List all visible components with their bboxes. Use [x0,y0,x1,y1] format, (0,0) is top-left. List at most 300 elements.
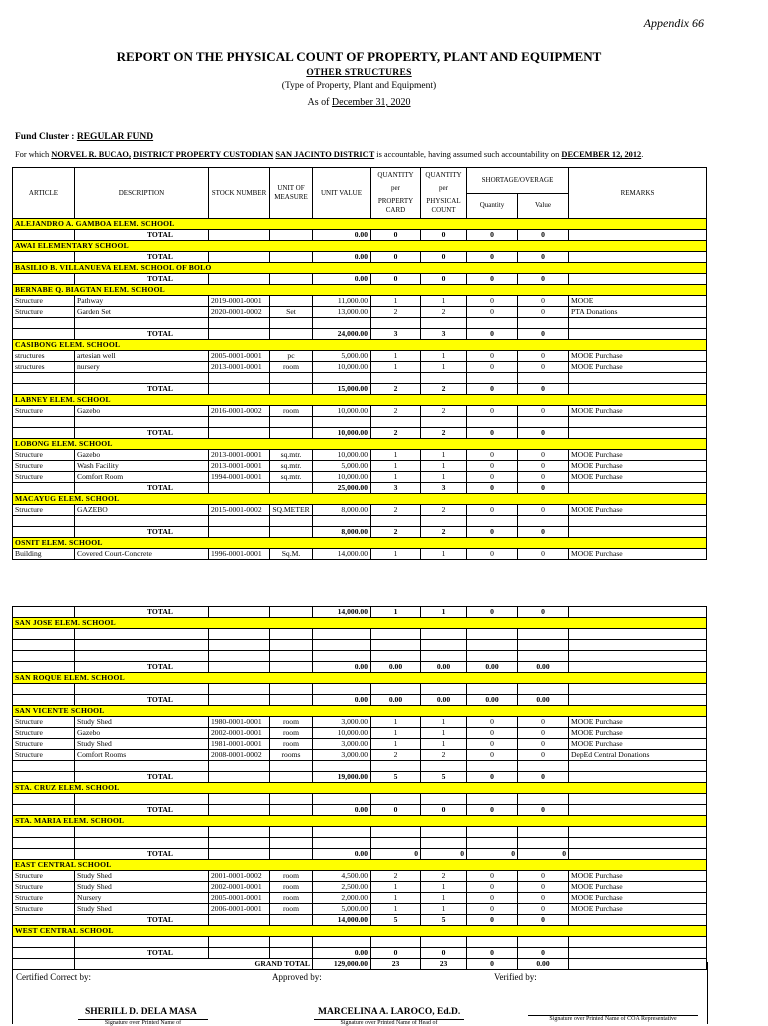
school-name: MACAYUG ELEM. SCHOOL [13,494,707,505]
total-shortage-qty-cell: 0 [467,252,518,263]
remarks-cell: MOOE Purchase [569,472,707,483]
table-row [13,406,707,417]
unit-cell: room [270,717,313,728]
unit-value-cell: 3,000.00 [313,717,371,728]
school-name: BASILIO B. VILLANUEVA ELEM. SCHOOL OF BOLO [13,263,707,274]
total-shortage-value-cell: 0.00 [518,959,569,970]
shortage-value-cell: 0 [518,505,569,516]
accountability-period: . [641,150,644,159]
total-row [13,274,707,285]
total-blank-cell [209,607,270,618]
school-name: OSNIT ELEM. SCHOOL [13,538,707,549]
total-blank-cell [209,849,270,860]
table-row [13,472,707,483]
total-card-cell: 2 [371,428,421,439]
stock-number-cell: 2013-0001-0001 [209,450,270,461]
empty-row [13,516,707,527]
unit-cell: room [270,739,313,750]
total-card-cell: 0.00 [371,695,421,706]
description-cell: Wash Facility [75,461,209,472]
empty-cell [371,651,421,662]
stock-number-cell: 2006-0001-0001 [209,904,270,915]
type-note: (Type of Property, Plant and Equipment) [281,81,437,91]
unit-value-cell: 3,000.00 [313,750,371,761]
total-blank-cell [270,274,313,285]
unit-value-cell: 4,500.00 [313,871,371,882]
total-blank-cell [270,915,313,926]
stock-number-cell: 2015-0001-0002 [209,505,270,516]
empty-cell [467,640,518,651]
qty-count-cell: 1 [421,717,467,728]
unit-value-cell: 2,000.00 [313,893,371,904]
table-row [13,351,707,362]
empty-cell [313,838,371,849]
total-shortage-value-cell: 0 [518,607,569,618]
article-cell: Structure [13,871,75,882]
total-blank-cell [209,915,270,926]
grand-total-label: GRAND TOTAL [75,959,313,970]
qty-card-cell: 1 [371,728,421,739]
total-remarks-cell [569,428,707,439]
total-count-cell: 2 [421,428,467,439]
empty-cell [75,794,209,805]
empty-cell [518,417,569,428]
stock-number-cell: 2013-0001-0001 [209,362,270,373]
custodian-name: NORVEL R. BUCAO, [51,150,132,159]
total-shortage-qty-cell: 0 [467,948,518,959]
certified-label: Certified Correct by: [16,972,91,982]
empty-cell [209,684,270,695]
empty-cell [421,838,467,849]
school-name: EAST CENTRAL SCHOOL [13,860,707,871]
qty-card-cell: 2 [371,406,421,417]
total-card-cell: 0.00 [371,662,421,673]
total-blank-cell [270,230,313,241]
unit-cell: room [270,904,313,915]
empty-cell [13,761,75,772]
total-shortage-value-cell: 0 [518,849,569,860]
total-value-cell: 0.00 [313,805,371,816]
total-remarks-cell [569,805,707,816]
total-count-cell: 2 [421,384,467,395]
description-cell: Study Shed [75,717,209,728]
shortage-value-cell: 0 [518,739,569,750]
total-blank-cell [13,274,75,285]
empty-row [13,318,707,329]
empty-cell [313,761,371,772]
shortage-qty-cell: 0 [467,750,518,761]
empty-cell [569,761,707,772]
remarks-cell: MOOE Purchase [569,739,707,750]
shortage-value-cell: 0 [518,450,569,461]
qty-count-cell: 1 [421,904,467,915]
total-card-cell: 0 [371,805,421,816]
total-value-cell: 15,000.00 [313,384,371,395]
remarks-cell: PTA Donations [569,307,707,318]
table-row [13,296,707,307]
unit-value-cell: 13,000.00 [313,307,371,318]
total-shortage-value-cell: 0 [518,948,569,959]
total-remarks-cell [569,483,707,494]
school-header-row [13,494,707,505]
article-cell: Structure [13,893,75,904]
total-label: TOTAL [75,252,209,263]
shortage-qty-cell: 0 [467,351,518,362]
empty-cell [313,318,371,329]
total-remarks-cell [569,230,707,241]
school-name: SAN JOSE ELEM. SCHOOL [13,618,707,629]
article-cell: structures [13,362,75,373]
unit-cell: pc [270,351,313,362]
empty-cell [313,373,371,384]
school-name: STA. MARIA ELEM. SCHOOL [13,816,707,827]
remarks-cell: MOOE [569,296,707,307]
total-remarks-cell [569,772,707,783]
total-row [13,849,707,860]
unit-value-cell: 5,000.00 [313,904,371,915]
empty-cell [371,761,421,772]
empty-cell [75,640,209,651]
empty-cell [569,640,707,651]
empty-cell [371,684,421,695]
stock-number-cell: 2002-0001-0001 [209,882,270,893]
remarks-cell: MOOE Purchase [569,362,707,373]
empty-cell [467,318,518,329]
empty-cell [209,937,270,948]
total-shortage-qty-cell: 0 [467,428,518,439]
table-row [13,362,707,373]
total-row [13,607,707,618]
total-blank-cell [209,252,270,263]
article-cell: Structure [13,750,75,761]
qty-card-line-2: per [391,184,400,192]
empty-cell [13,651,75,662]
total-shortage-value-cell: 0 [518,527,569,538]
unit-value-cell: 10,000.00 [313,406,371,417]
table-row [13,871,707,882]
total-remarks-cell [569,329,707,340]
total-value-cell: 8,000.00 [313,527,371,538]
total-label: TOTAL [75,230,209,241]
total-row [13,695,707,706]
accountability-line [15,150,643,159]
col-stock-number: STOCK NUMBER [209,168,270,219]
total-shortage-value-cell: 0 [518,329,569,340]
total-value-cell: 14,000.00 [313,915,371,926]
qty-card-cell: 1 [371,450,421,461]
empty-cell [13,516,75,527]
col-unit-of-measure: UNIT OF MEASURE [270,168,313,219]
unit-cell: Set [270,307,313,318]
school-name: STA. CRUZ ELEM. SCHOOL [13,783,707,794]
stock-number-cell: 2005-0001-0001 [209,893,270,904]
shortage-qty-cell: 0 [467,472,518,483]
empty-cell [313,640,371,651]
shortage-value-cell: 0 [518,882,569,893]
shortage-qty-cell: 0 [467,505,518,516]
unit-value-cell: 3,000.00 [313,739,371,750]
total-blank-cell [270,428,313,439]
shortage-qty-cell: 0 [467,728,518,739]
fund-label: Fund Cluster : [15,132,75,142]
remarks-cell: MOOE Purchase [569,505,707,516]
remarks-cell: MOOE Purchase [569,450,707,461]
total-value-cell: 0.00 [313,948,371,959]
unit-value-cell: 5,000.00 [313,461,371,472]
total-remarks-cell [569,915,707,926]
empty-cell [75,684,209,695]
shortage-value-cell: 0 [518,351,569,362]
total-label: TOTAL [75,527,209,538]
total-value-cell: 0.00 [313,274,371,285]
remarks-cell: MOOE Purchase [569,904,707,915]
unit-value-cell: 10,000.00 [313,450,371,461]
total-row [13,252,707,263]
total-row [13,329,707,340]
empty-cell [518,761,569,772]
total-blank-cell [270,849,313,860]
total-shortage-qty-cell: 0 [467,329,518,340]
total-value-cell: 0.00 [313,230,371,241]
total-remarks-cell [569,849,707,860]
empty-cell [209,794,270,805]
total-value-cell: 0.00 [313,695,371,706]
empty-row [13,417,707,428]
empty-cell [518,838,569,849]
empty-cell [209,629,270,640]
total-remarks-cell [569,948,707,959]
empty-row [13,629,707,640]
empty-cell [518,640,569,651]
empty-cell [313,937,371,948]
qty-count-cell: 1 [421,472,467,483]
col-qty-physical-count [421,168,467,219]
total-value-cell: 24,000.00 [313,329,371,340]
ppe-table-part-2 [12,606,707,970]
qty-count-cell: 1 [421,728,467,739]
total-value-cell: 25,000.00 [313,483,371,494]
school-header-row [13,783,707,794]
empty-cell [75,373,209,384]
total-label: TOTAL [75,695,209,706]
total-blank-cell [209,662,270,673]
total-value-cell: 0.00 [313,252,371,263]
total-shortage-value-cell: 0 [518,384,569,395]
empty-cell [75,629,209,640]
empty-cell [313,516,371,527]
school-header-row [13,395,707,406]
unit-cell: rooms [270,750,313,761]
total-blank-cell [209,948,270,959]
shortage-value-cell: 0 [518,461,569,472]
empty-cell [75,937,209,948]
empty-cell [421,651,467,662]
col-shortage-value: Value [518,193,569,219]
remarks-cell: MOOE Purchase [569,549,707,560]
empty-row [13,794,707,805]
total-shortage-value-cell: 0.00 [518,662,569,673]
description-cell: Comfort Rooms [75,750,209,761]
total-blank-cell [13,527,75,538]
description-cell: Study Shed [75,882,209,893]
total-blank-cell [209,428,270,439]
total-blank-cell [209,805,270,816]
total-row [13,772,707,783]
total-remarks-cell [569,384,707,395]
shortage-qty-cell: 0 [467,893,518,904]
empty-row [13,761,707,772]
total-shortage-qty-cell: 0 [467,384,518,395]
total-blank-cell [13,805,75,816]
total-blank-cell [13,428,75,439]
empty-cell [569,827,707,838]
verified-label: Verified by: [494,972,537,982]
total-blank-cell [13,662,75,673]
total-shortage-value-cell: 0 [518,274,569,285]
empty-cell [75,318,209,329]
remarks-cell: MOOE Purchase [569,728,707,739]
total-shortage-value-cell: 0 [518,483,569,494]
empty-cell [421,794,467,805]
total-card-cell: 0 [371,948,421,959]
total-count-cell: 3 [421,329,467,340]
table-row [13,882,707,893]
total-blank-cell [270,805,313,816]
school-name: BERNABE Q. BIAGTAN ELEM. SCHOOL [13,285,707,296]
total-shortage-value-cell: 0 [518,428,569,439]
stock-number-cell: 1981-0001-0001 [209,739,270,750]
total-count-cell: 23 [421,959,467,970]
qty-card-cell: 1 [371,893,421,904]
remarks-cell: MOOE Purchase [569,406,707,417]
qty-card-cell: 1 [371,904,421,915]
empty-cell [467,684,518,695]
table-row [13,893,707,904]
total-blank-cell [270,527,313,538]
empty-cell [467,937,518,948]
total-blank-cell [209,274,270,285]
description-cell: Covered Court-Concrete [75,549,209,560]
remarks-cell: MOOE Purchase [569,882,707,893]
stock-number-cell: 1994-0001-0001 [209,472,270,483]
article-cell: Structure [13,406,75,417]
empty-row [13,684,707,695]
empty-cell [569,318,707,329]
total-blank-cell [209,483,270,494]
approved-name: MARCELINA A. LAROCO, Ed.D. [318,1007,461,1017]
qty-card-cell: 1 [371,461,421,472]
unit-cell [270,296,313,307]
school-header-row [13,340,707,351]
total-shortage-qty-cell: 0.00 [467,662,518,673]
empty-cell [569,516,707,527]
total-card-cell: 2 [371,527,421,538]
empty-cell [518,318,569,329]
qty-count-cell: 2 [421,406,467,417]
empty-cell [518,827,569,838]
empty-cell [371,629,421,640]
total-count-cell: 5 [421,772,467,783]
empty-cell [209,318,270,329]
empty-cell [75,516,209,527]
total-remarks-cell [569,695,707,706]
total-blank-cell [209,695,270,706]
total-label: TOTAL [75,915,209,926]
stock-number-cell: 2008-0001-0002 [209,750,270,761]
table-row [13,728,707,739]
remarks-cell: MOOE Purchase [569,351,707,362]
empty-cell [13,629,75,640]
total-card-cell: 1 [371,607,421,618]
empty-cell [270,318,313,329]
total-label: TOTAL [75,384,209,395]
article-cell: Structure [13,296,75,307]
remarks-cell: MOOE Purchase [569,461,707,472]
shortage-qty-cell: 0 [467,739,518,750]
school-name: LABNEY ELEM. SCHOOL [13,395,707,406]
appendix-label: Appendix 66 [643,16,704,30]
total-label: TOTAL [75,805,209,816]
total-card-cell: 0 [371,274,421,285]
empty-cell [13,417,75,428]
unit-value-cell: 5,000.00 [313,351,371,362]
total-label: TOTAL [75,607,209,618]
shortage-value-cell: 0 [518,307,569,318]
stock-number-cell: 2019-0001-0001 [209,296,270,307]
total-blank-cell [270,384,313,395]
unit-value-cell: 11,000.00 [313,296,371,307]
total-shortage-qty-cell: 0 [467,527,518,538]
empty-cell [569,417,707,428]
empty-cell [421,373,467,384]
total-row [13,527,707,538]
total-label: TOTAL [75,772,209,783]
total-blank-cell [209,772,270,783]
unit-cell: room [270,882,313,893]
empty-cell [270,640,313,651]
school-header-row [13,219,707,230]
total-remarks-cell [569,527,707,538]
remarks-cell: MOOE Purchase [569,717,707,728]
total-row [13,948,707,959]
ppe-table-part-1 [12,167,707,560]
total-count-cell: 5 [421,915,467,926]
accountability-date: DECEMBER 12, 2012 [561,150,642,159]
empty-cell [569,629,707,640]
qty-count-cell: 1 [421,296,467,307]
empty-cell [270,827,313,838]
total-row [13,428,707,439]
description-cell: GAZEBO [75,505,209,516]
school-header-row [13,706,707,717]
empty-row [13,651,707,662]
custodian-position: DISTRICT PROPERTY CUSTODIAN [133,150,274,159]
empty-cell [467,827,518,838]
empty-cell [371,838,421,849]
school-header-row [13,926,707,937]
total-shortage-qty-cell: 0 [467,915,518,926]
table-row [13,750,707,761]
empty-cell [13,640,75,651]
empty-cell [270,651,313,662]
article-cell: Structure [13,450,75,461]
unit-cell: room [270,871,313,882]
total-label: TOTAL [75,849,209,860]
total-row [13,805,707,816]
shortage-value-cell: 0 [518,549,569,560]
total-label: TOTAL [75,483,209,494]
total-card-cell: 3 [371,329,421,340]
